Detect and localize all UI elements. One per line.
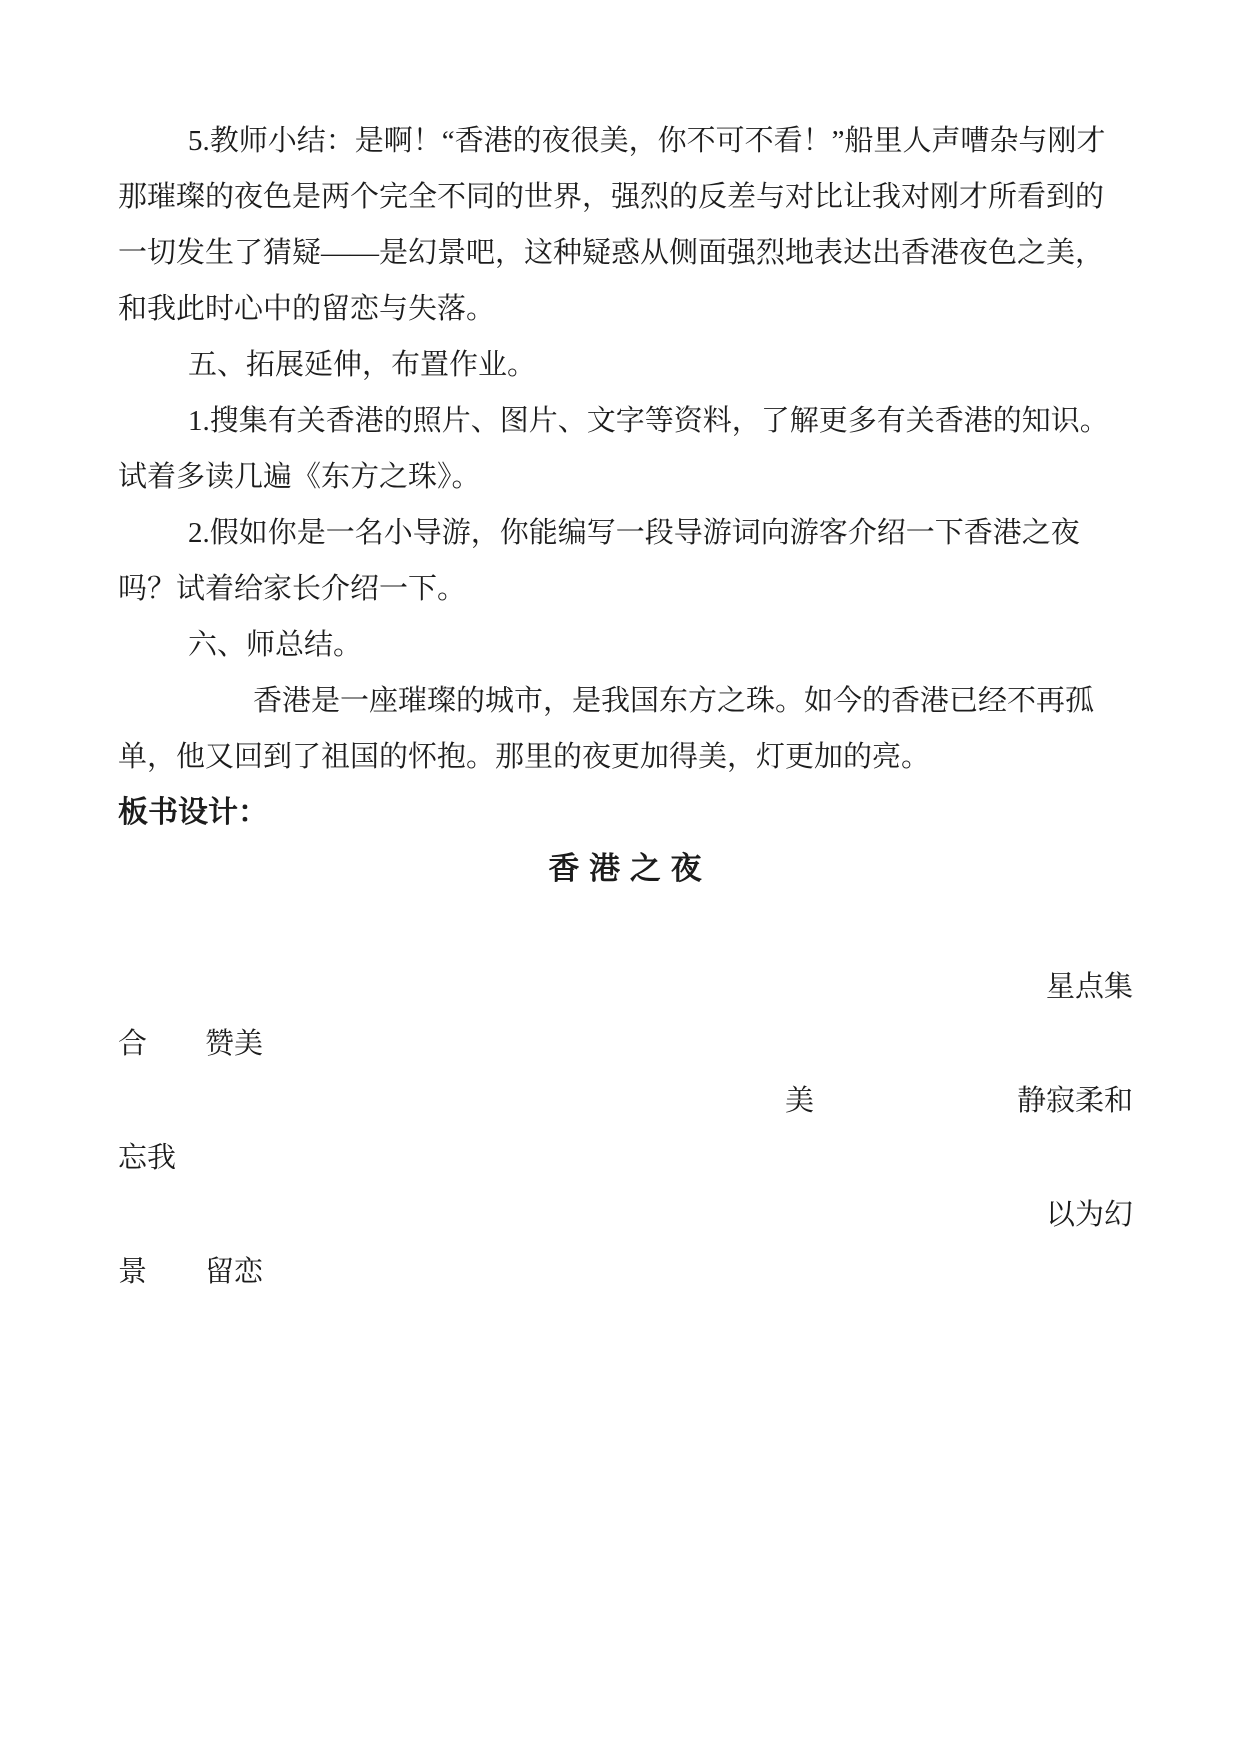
- board-line-star-points: 星点集: [1045, 971, 1133, 1003]
- homework-item-2-line-2: 吗？试着给家长介绍一下。: [118, 573, 467, 605]
- board-line-gather-praise: 合 赞美: [118, 1028, 264, 1060]
- paragraph-teacher-summary-line-1: 5.教师小结：是啊！“香港的夜很美，你不可不看！”船里人声嘈杂与刚才: [188, 125, 1106, 157]
- homework-item-1-line-2: 试着多读几遍《东方之珠》。: [118, 461, 481, 493]
- board-line-beauty-quiet: 美 静寂柔和: [784, 1085, 1133, 1117]
- homework-item-2-line-1: 2.假如你是一名小导游，你能编写一段导游词向游客介绍一下香港之夜: [188, 517, 1080, 549]
- section-six-heading: 六、师总结。: [188, 629, 363, 661]
- board-design-heading: 板书设计：: [118, 796, 268, 829]
- board-lesson-title: 香 港 之 夜: [548, 851, 703, 886]
- homework-item-1-line-1: 1.搜集有关香港的照片、图片、文字等资料，了解更多有关香港的知识。: [188, 405, 1109, 437]
- board-line-scene-attachment: 景 留恋: [118, 1256, 264, 1288]
- final-summary-line-2: 单，他又回到了祖国的怀抱。那里的夜更加得美，灯更加的亮。: [118, 741, 931, 773]
- paragraph-teacher-summary-line-4: 和我此时心中的留恋与失落。: [118, 293, 496, 325]
- paragraph-teacher-summary-line-3: 一切发生了猜疑——是幻景吧，这种疑惑从侧面强烈地表达出香港夜色之美，: [118, 237, 1105, 269]
- board-line-self-forgetting: 忘我: [118, 1142, 177, 1174]
- paragraph-teacher-summary-line-2: 那璀璨的夜色是两个完全不同的世界，强烈的反差与对比让我对刚才所看到的: [118, 181, 1105, 213]
- section-five-heading: 五、拓展延伸，布置作业。: [188, 349, 537, 381]
- board-line-illusion: 以为幻: [1045, 1199, 1133, 1231]
- final-summary-line-1: 香港是一座璀璨的城市，是我国东方之珠。如今的香港已经不再孤: [253, 685, 1095, 717]
- blank-gap: [118, 897, 1133, 959]
